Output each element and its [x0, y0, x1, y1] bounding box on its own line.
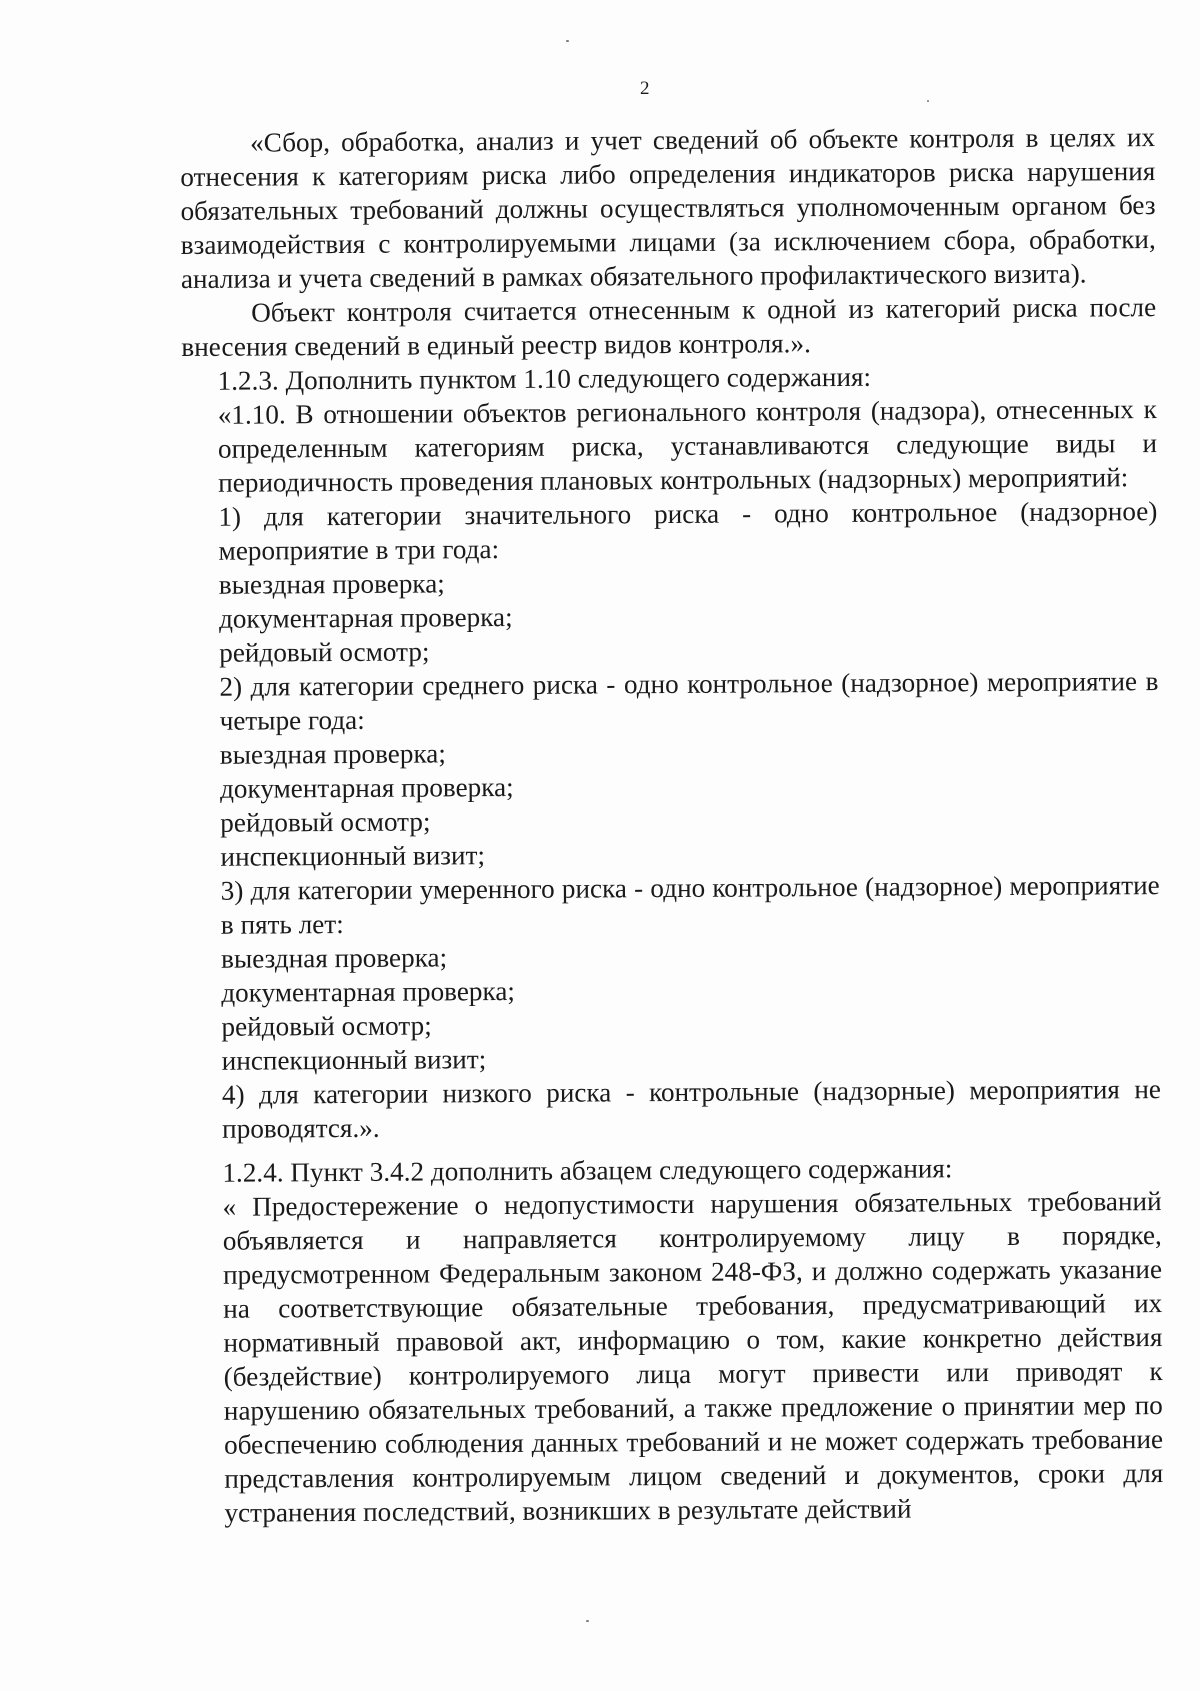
paragraph-warning: « Предостережение о недопустимости нарушения обязательных требований объявляется и направляется контролируемому лицу в порядке, предусмотренном Федеральным законом 248-ФЗ, и должно содержать указание на соответствующие обязательные требования, предусматривающий их нормативный правовой акт, информацию о том, какие конкретно действия (бездействие) контролируемого лица могут привести или приводят к нарушению обязательных требований, а также предложение о принятии мер по обеспечению соблюдения данных требований и не может содержать требование представления контролируемым лицом сведений и документов, сроки для устранения последствий, возникших в результате действий [222, 1186, 1164, 1528]
list-item-low-risk: 4) для категории низкого риска - контрольные (надзорные) мероприятия не проводятся.». [221, 1074, 1161, 1144]
list-item-moderate-risk: 3) для категории умеренного риска - одно контрольное (надзорное) мероприятие в пять лет: [220, 870, 1160, 940]
list-item: рейдовый осмотр; [221, 1010, 432, 1042]
paragraph-1-2-4: 1.2.4. Пункт 3.4.2 дополнить абзацем следующего содержания: [222, 1153, 953, 1188]
paragraph-1-2-3: 1.2.3. Дополнить пунктом 1.10 следующего содержания: [217, 361, 872, 396]
list-item: рейдовый осмотр; [220, 806, 431, 838]
list-item: документарная проверка; [219, 771, 514, 804]
paragraph-risk-category: Объект контроля считается отнесенным к одной из категорий риска после внесения сведений в единый реестр видов контроля.». [181, 292, 1157, 362]
scan-speck [566, 40, 569, 42]
list-item-medium-risk: 2) для категории среднего риска - одно контрольное (надзорное) мероприятие в четыре года: [219, 666, 1159, 736]
scan-speck [586, 1620, 589, 1622]
paragraph-collection-of-info: «Сбор, обработка, анализ и учет сведений об объекте контроля в целях их отнесения к категориям риска либо определения индикаторов риска нарушения обязательных требований должны осуществляться уполномоченным органом без взаимодействия с контролируемыми лицами (за исключением сбора, обработки, анализа и учета сведений в рамках обязательного профилактического визита). [180, 122, 1156, 294]
page-number: 2 [640, 78, 650, 99]
document-body [180, 120, 1164, 1530]
list-item: выездная проверка; [219, 738, 446, 770]
list-item: документарная проверка; [221, 975, 515, 1008]
list-item: инспекционный визит; [221, 1044, 487, 1076]
scan-speck [927, 100, 929, 102]
list-item: выездная проверка; [218, 568, 445, 600]
list-item: документарная проверка; [218, 601, 513, 634]
list-item: рейдовый осмотр; [219, 636, 430, 668]
list-item: выездная проверка; [220, 942, 448, 974]
list-item: инспекционный визит; [220, 840, 486, 872]
list-item-significant-risk: 1) для категории значительного риска - одно контрольное (надзорное) мероприятие в три года: [218, 496, 1158, 566]
paragraph-1-10: «1.10. В отношении объектов регионального контроля (надзора), отнесенных к определенным категориям риска, устанавливаются следующие виды и периодичность проведения плановых контрольных (надзорных) мероприятий: [217, 394, 1158, 498]
